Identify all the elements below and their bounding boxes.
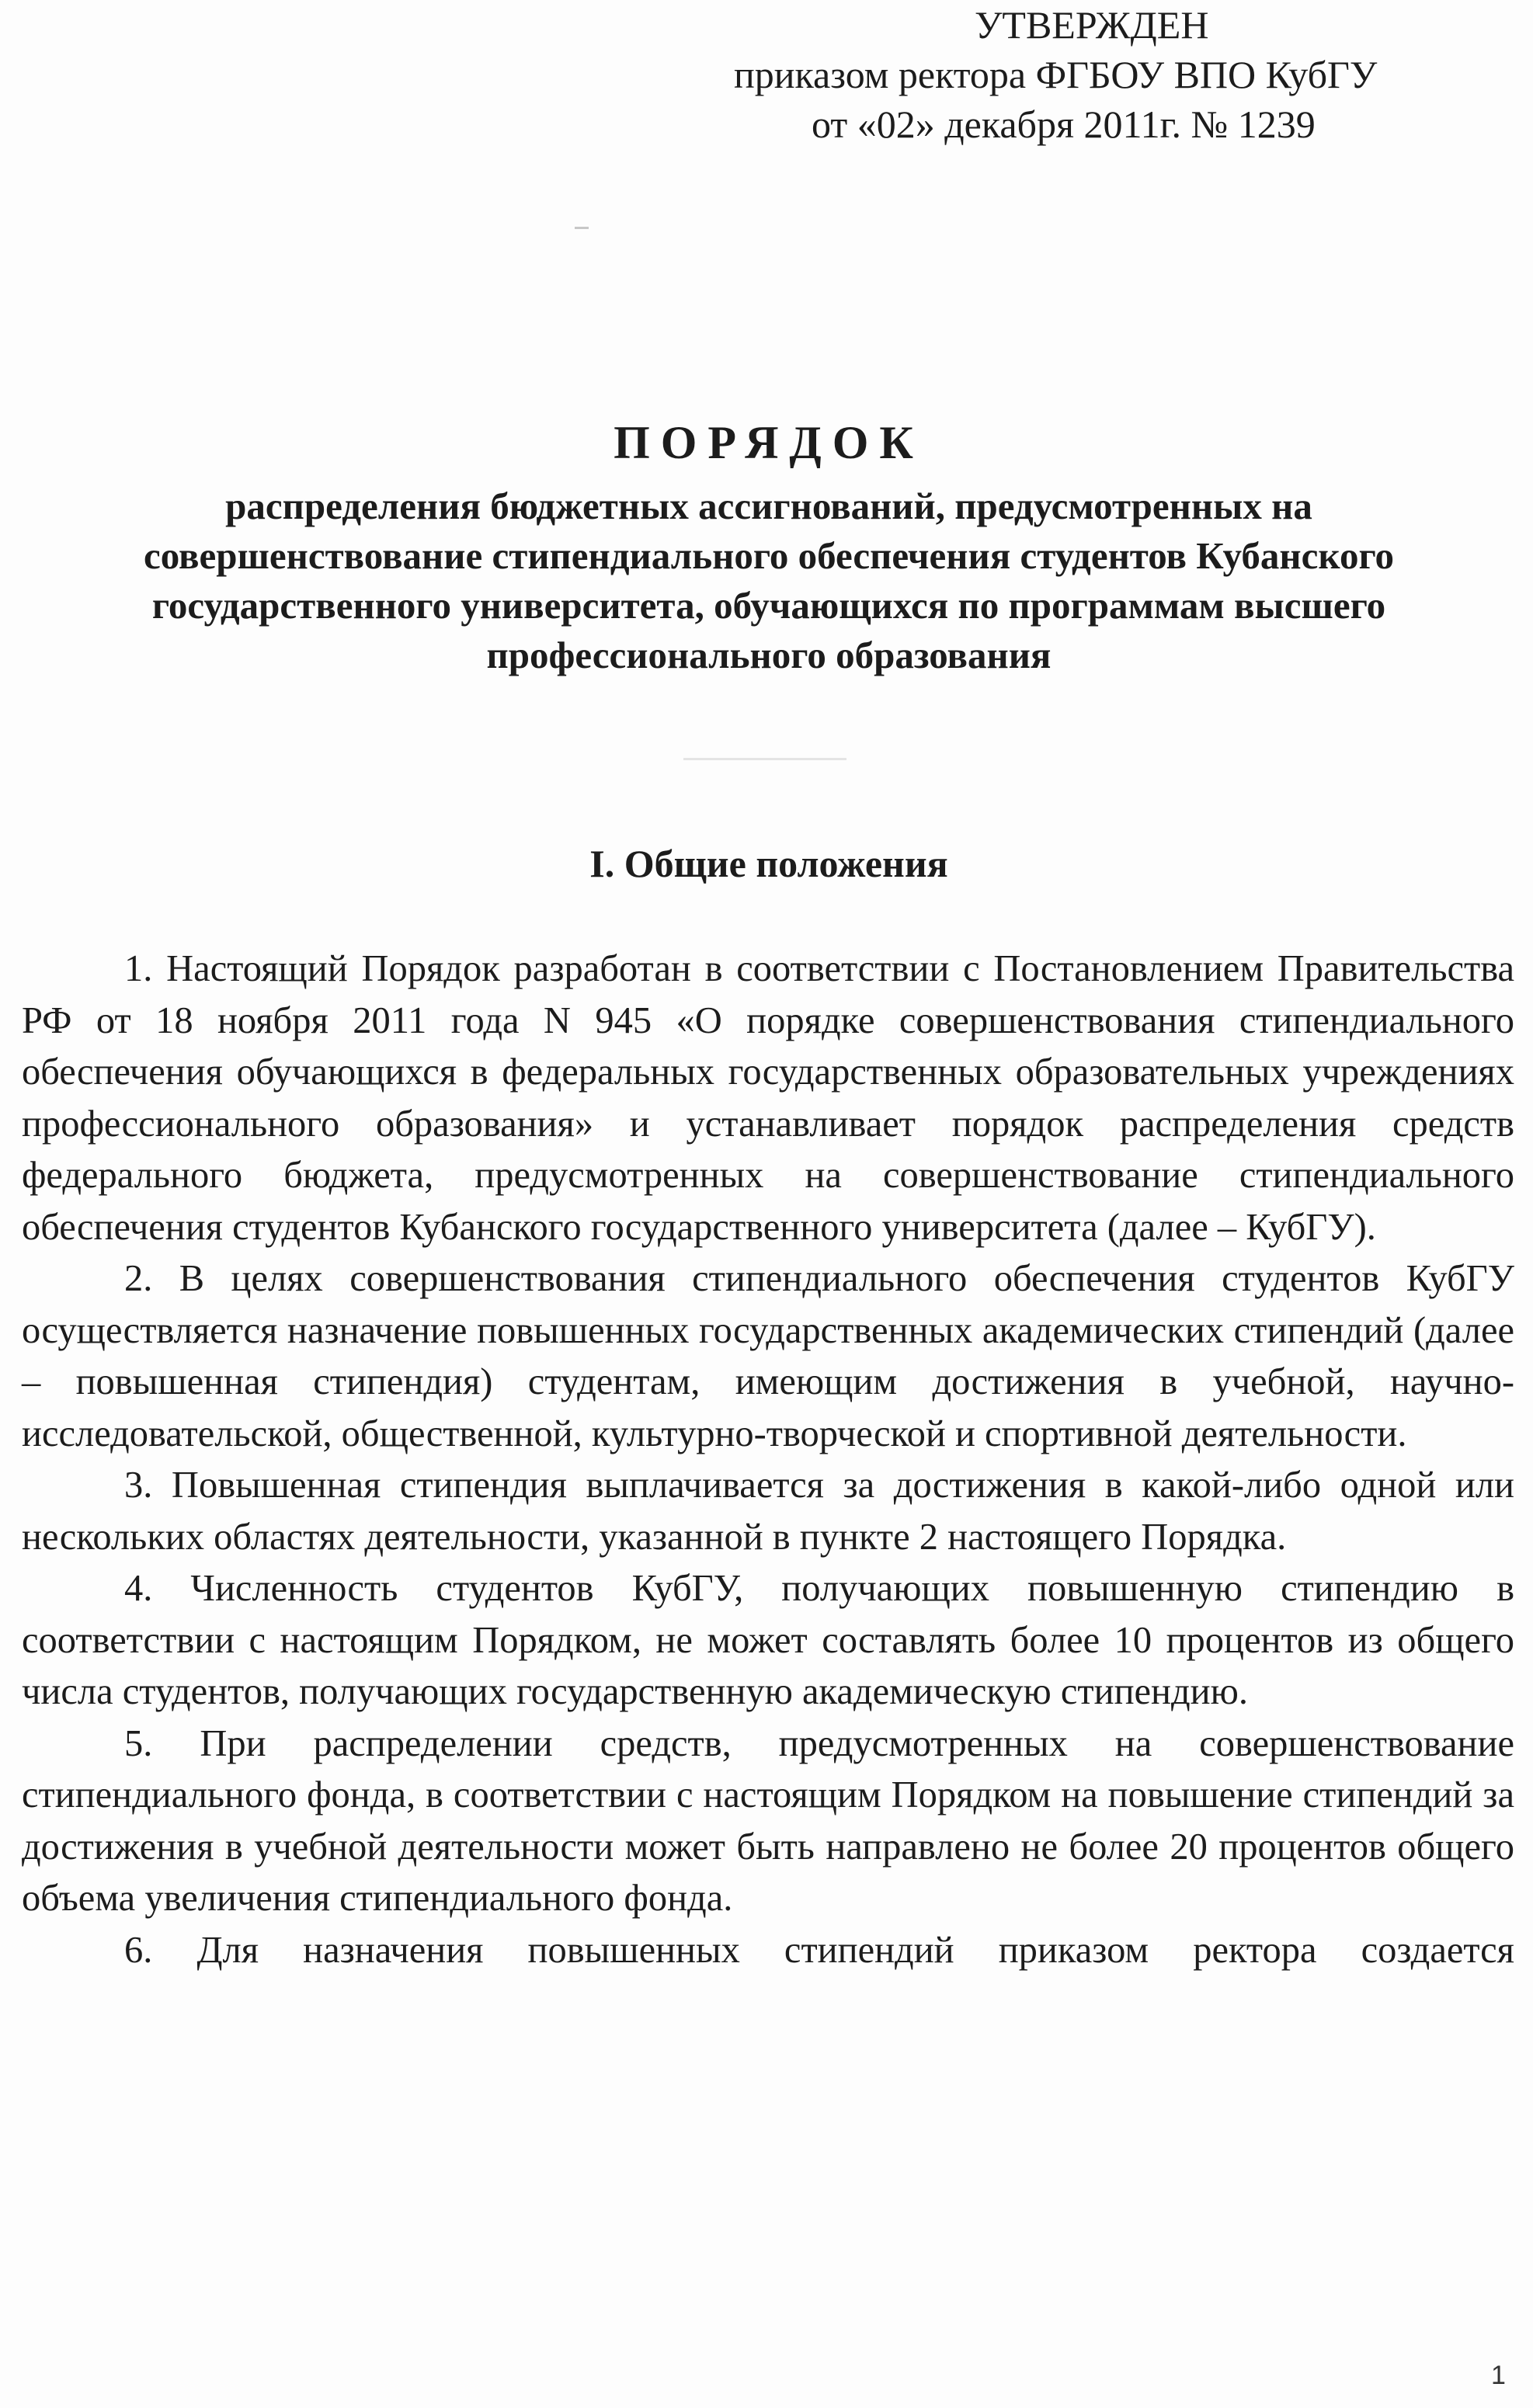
paragraph: 2. В целях совершенствования стипендиального обеспечения студентов КубГУ осуществляется назначение повышенных государственных академических стипендий (далее – повышенная стипендия) студентам, имеющим достижения в учебной, научно-исследовательской, общественной, культурно-творческой и спортивной деятельности. bbox=[22, 1258, 1514, 1454]
approval-heading: УТВЕРЖДЕН bbox=[975, 3, 1209, 47]
document-title: ПОРЯДОК bbox=[614, 417, 924, 468]
scan-artifact bbox=[575, 227, 589, 229]
subtitle-line: распределения бюджетных ассигнований, предусмотренных на bbox=[225, 485, 1312, 527]
approval-order-line: приказом ректора ФГБОУ ВПО КубГУ bbox=[734, 53, 1378, 96]
document-title-block bbox=[23, 412, 1514, 680]
subtitle-line: профессионального образования bbox=[486, 634, 1052, 676]
paragraph: 4. Численность студентов КубГУ, получающих повышенную стипендию в соответствии с настоящим Порядком, не может составлять более 10 процентов из общего числа студентов, получающих государственную академическую стипендию. bbox=[22, 1568, 1514, 1712]
document-body bbox=[22, 943, 1514, 1976]
subtitle-line: государственного университета, обучающихся по программам высшего bbox=[151, 584, 1386, 627]
paragraph: 3. Повышенная стипендия выплачивается за достижения в какой-либо одной или нескольких областях деятельности, указанной в пункте 2 настоящего Порядка. bbox=[22, 1465, 1514, 1558]
paragraph: 5. При распределении средств, предусмотренных на совершенствование стипендиального фонда, в соответствии с настоящим Порядком на повышение стипендий за достижения в учебной деятельности может быть направлено не более 20 процентов общего объема увеличения стипендиального фонда. bbox=[22, 1722, 1514, 1919]
document-subtitle bbox=[23, 481, 1514, 680]
section-heading: I. Общие положения bbox=[589, 842, 948, 885]
approval-date-line: от «02» декабря 2011г. № 1239 bbox=[812, 103, 1316, 146]
approval-stamp-block bbox=[730, 0, 1507, 149]
paragraph: 1. Настоящий Порядок разработан в соответствии с Постановлением Правительства РФ от 18 ноября 2011 года N 945 «О порядке совершенствования стипендиального обеспечения обучающихся в федеральных государственных образовательных учреждениях профессионального образования» и устанавливает порядок распределения средств федерального бюджета, предусмотренных на совершенствование стипендиального обеспечения студентов Кубанского государственного университета (далее – КубГУ). bbox=[22, 948, 1514, 1248]
subtitle-line: совершенствование стипендиального обеспечения студентов Кубанского bbox=[144, 534, 1394, 577]
page-number: 1 bbox=[1491, 2361, 1506, 2390]
scan-artifact bbox=[683, 758, 846, 760]
paragraph: 6. Для назначения повышенных стипендий приказом ректора создается bbox=[124, 1929, 1514, 1971]
